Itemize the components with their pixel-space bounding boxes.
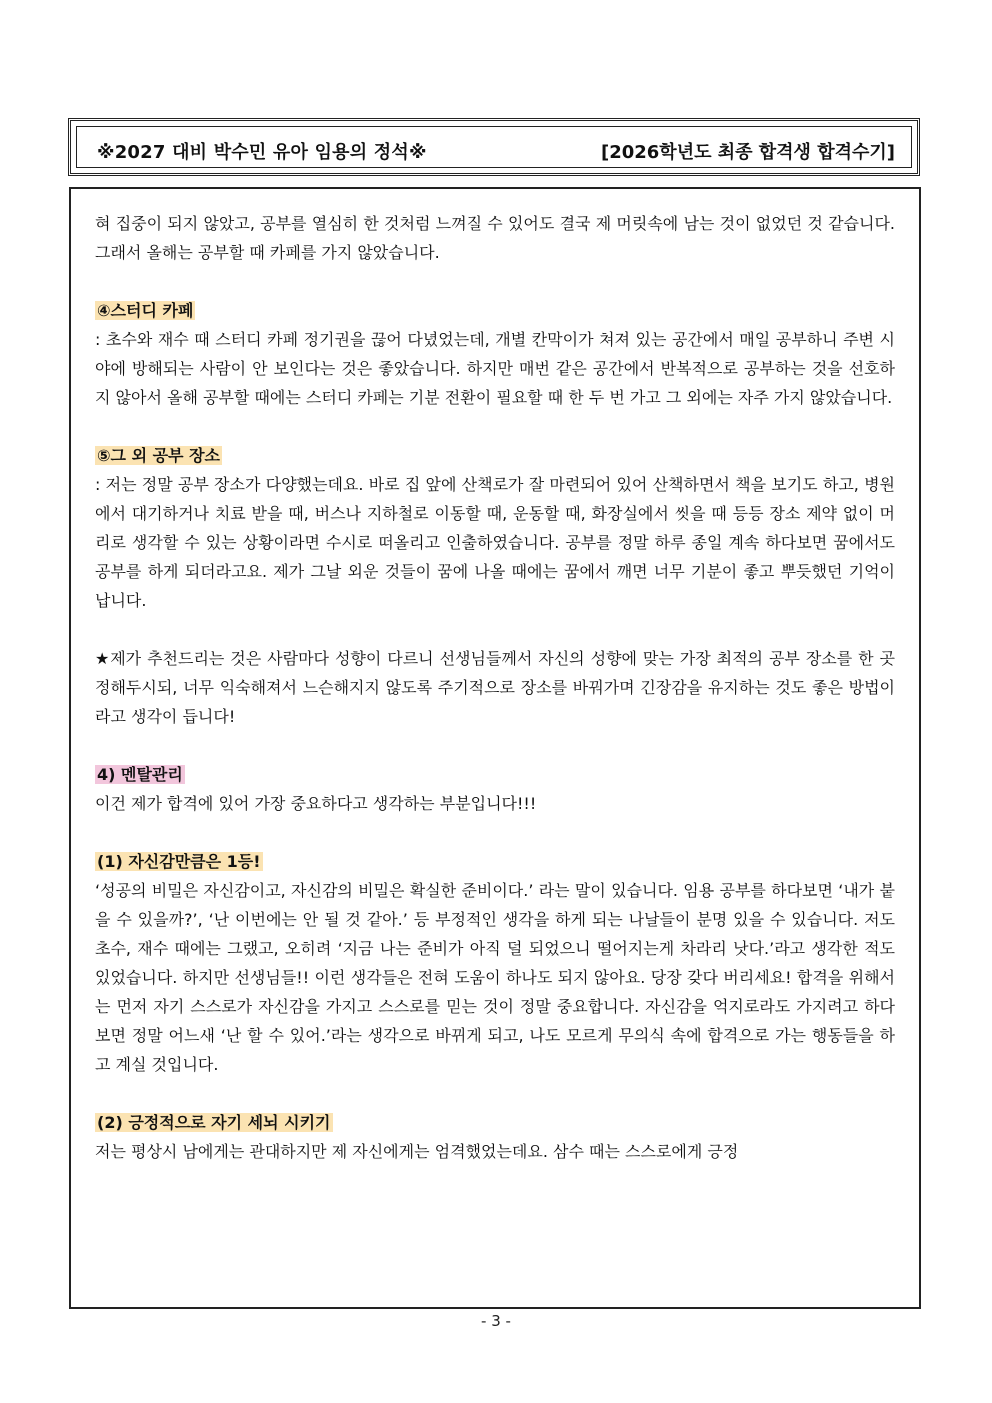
mental-heading [95, 760, 895, 789]
content-box [69, 187, 921, 1309]
spacer [95, 412, 895, 441]
positive-text: 저는 평상시 남에게는 관대하지만 제 자신에게는 엄격했었는데요. 삼수 때는 스스로에게 긍정 [95, 1142, 739, 1161]
mental-title: 4) 멘탈관리 [97, 765, 183, 784]
header-inner-border [76, 126, 912, 168]
spacer [95, 818, 895, 847]
spacer [95, 731, 895, 760]
confidence-heading [95, 847, 895, 876]
document-header [68, 118, 920, 176]
section-study-cafe-title: ④스터디 카페 [97, 301, 194, 320]
header-title: ※2027 대비 박수민 유아 임용의 정석※ [97, 142, 427, 163]
header-subtitle: [2026학년도 최종 합격생 합격수기] [600, 142, 895, 163]
positive-title: (2) 긍정적으로 자기 세뇌 시키기 [97, 1113, 331, 1132]
positive-heading [95, 1108, 895, 1137]
mental-intro: 이건 제가 합격에 있어 가장 중요하다고 생각하는 부분입니다!!! [95, 794, 537, 813]
section-other-places-heading [95, 441, 895, 470]
intro-paragraph: 혀 집중이 되지 않았고, 공부를 열심히 한 것처럼 느껴질 수 있어도 결국 제 머릿속에 남는 것이 없었던 것 같습니다. 그래서 올해는 공부할 때 카페를 가지 않았습니다. [95, 214, 895, 262]
page-number: - 3 - [481, 1312, 511, 1330]
recommendation-paragraph: ★제가 추천드리는 것은 사람마다 성향이 다르니 선생님들께서 자신의 성향에 맞는 가장 최적의 공부 장소를 한 곳 정해두시되, 너무 익숙해져서 느슨해지지 않도록 주기적으로 장소를 바꿔가며 긴장감을 유지하는 것도 좋은 방법이라고 생각이 듭니다! [95, 649, 895, 726]
confidence-title: (1) 자신감만큼은 1등! [97, 852, 261, 871]
confidence-text: ‘성공의 비밀은 자신감이고, 자신감의 비밀은 확실한 준비이다.’ 라는 말이 있습니다. 임용 공부를 하다보면 ‘내가 붙을 수 있을까?’, ‘난 이번에는 안 될 것 같아.’ 등 부정적인 생각을 하게 되는 나날들이 분명 있을 수 있습니다. 저도 초수, 재수 때에는 그랬고, 오히려 ‘지금 나는 준비가 아직 덜 되었으니 떨어지는게 차라리 낫다.’라고 생각한 적도 있었습니다. 하지만 선생님들!! 이런 생각들은 전혀 도움이 하나도 되지 않아요. 당장 갖다 버리세요! 합격을 위해서는 먼저 자기 스스로가 자신감을 가지고 스스로를 믿는 것이 정말 중요합니다. 자신감을 억지로라도 가지려고 하다보면 정말 어느새 ‘난 할 수 있어.’라는 생각으로 바뀌게 되고, 나도 모르게 무의식 속에 합격으로 가는 행동들을 하고 계실 것입니다. [95, 881, 895, 1074]
section-study-cafe-heading [95, 296, 895, 325]
section-other-places-title: ⑤그 외 공부 장소 [97, 446, 220, 465]
spacer [95, 1079, 895, 1108]
spacer [95, 615, 895, 644]
spacer [95, 267, 895, 296]
section-other-places-text: : 저는 정말 공부 장소가 다양했는데요. 바로 집 앞에 산책로가 잘 마련되어 있어 산책하면서 책을 보기도 하고, 병원에서 대기하거나 치료 받을 때, 버스나 지하철로 이동할 때, 운동할 때, 화장실에서 씻을 때 등등 장소 제약 없이 머리로 생각할 수 있는 상황이라면 수시로 떠올리고 인출하였습니다. 공부를 정말 하루 종일 계속 하다보면 꿈에서도 공부를 하게 되더라고요. 제가 그날 외운 것들이 꿈에 나올 때에는 꿈에서 깨면 너무 기분이 좋고 뿌듯했던 기억이 납니다. [95, 475, 895, 610]
section-study-cafe-text: : 초수와 재수 때 스터디 카페 정기권을 끊어 다녔었는데, 개별 칸막이가 쳐져 있는 공간에서 매일 공부하니 주변 시야에 방해되는 사람이 안 보인다는 것은 좋았습니다. 하지만 매번 같은 공간에서 반복적으로 공부하는 것을 선호하지 않아서 올해 공부할 때에는 스터디 카페는 기분 전환이 필요할 때 한 두 번 가고 그 외에는 자주 가지 않았습니다. [95, 330, 895, 407]
